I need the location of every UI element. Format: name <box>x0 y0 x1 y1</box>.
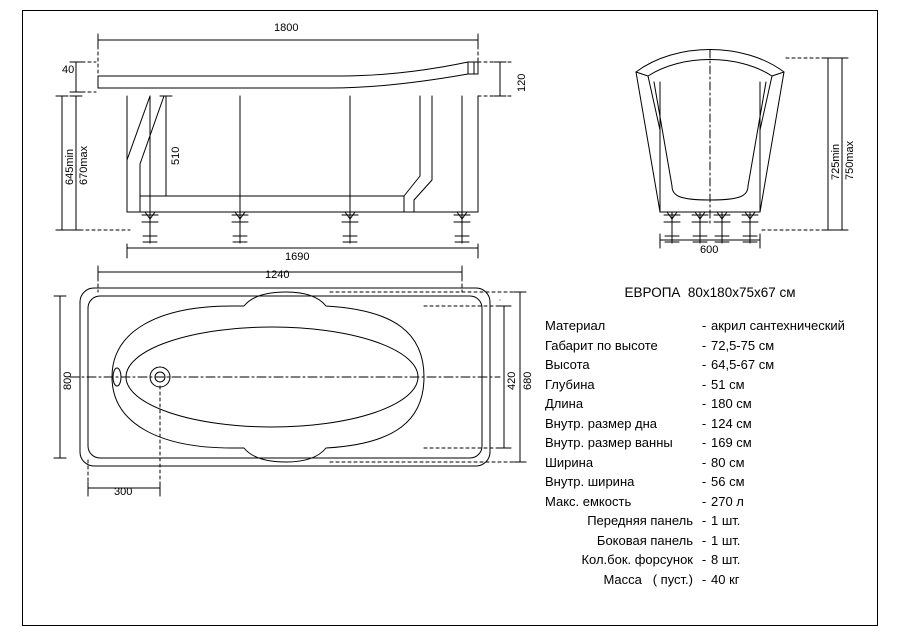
spec-value: 8 шт. <box>711 552 741 567</box>
spec-value: 40 кг <box>711 571 740 587</box>
spec-row <box>545 570 875 590</box>
spec-value: 124 см <box>711 415 752 431</box>
spec-label: Высота <box>545 357 590 372</box>
dim-side-depth: 510 <box>170 146 182 165</box>
dim-top-drain-offset: 300 <box>114 486 133 498</box>
spec-value: акрил сантехнический <box>711 318 845 333</box>
dim-side-rim: 40 <box>62 64 75 76</box>
spec-row <box>545 414 875 434</box>
spec-row <box>545 394 875 414</box>
spec-row <box>545 453 875 473</box>
dim-end-height-max: 750max <box>844 140 856 180</box>
spec-dash: - <box>701 415 707 431</box>
spec-row <box>545 316 875 336</box>
dim-side-apron: 120 <box>516 73 528 92</box>
spec-dash: - <box>701 513 707 528</box>
spec-label: Габарит по высоте <box>545 337 658 353</box>
spec-dash: - <box>701 552 707 567</box>
spec-dash: - <box>701 493 707 509</box>
spec-dash: - <box>701 571 707 587</box>
spec-dash: - <box>701 474 707 489</box>
spec-label: Масса ( пуст.) <box>603 571 693 587</box>
spec-row <box>545 492 875 512</box>
dim-side-height-min: 645min <box>64 148 76 185</box>
spec-label: Внутр. размер ванны <box>545 435 673 450</box>
spec-dash: - <box>701 318 707 333</box>
spec-value: 180 см <box>711 396 752 411</box>
dim-side-length: 1800 <box>274 22 299 34</box>
spec-label: Макс. емкость <box>545 493 632 509</box>
spec-value: 270 л <box>711 493 744 509</box>
spec-value: 51 см <box>711 376 745 392</box>
spec-row <box>545 375 875 395</box>
spec-label: Материал <box>545 318 606 333</box>
spec-dash: - <box>701 532 707 548</box>
spec-row <box>545 550 875 570</box>
spec-label: Глубина <box>545 376 595 392</box>
spec-row <box>545 355 875 375</box>
dim-top-inner-length: 1240 <box>265 269 290 281</box>
specification-panel <box>545 285 875 589</box>
spec-dash: - <box>701 376 707 392</box>
spec-label: Длина <box>545 396 584 411</box>
spec-row <box>545 511 875 531</box>
spec-value: 1 шт. <box>711 532 741 548</box>
spec-label: Внутр. ширина <box>545 474 635 489</box>
dim-side-base: 1690 <box>285 251 310 263</box>
spec-dash: - <box>701 337 707 353</box>
spec-label: Кол.бок. форсунок <box>581 552 693 567</box>
dim-top-inner-width: 420 <box>506 371 518 390</box>
spec-value: 72,5-75 см <box>711 337 775 353</box>
spec-value: 80 см <box>711 454 745 470</box>
spec-row <box>545 531 875 551</box>
spec-value: 56 см <box>711 474 745 489</box>
spec-value: 1 шт. <box>711 513 741 528</box>
spec-dash: - <box>701 435 707 450</box>
spec-row <box>545 336 875 356</box>
dim-end-height-min: 725min <box>830 143 842 180</box>
dim-top-width: 800 <box>62 371 74 390</box>
spec-dash: - <box>701 454 707 470</box>
spec-dash: - <box>701 396 707 411</box>
spec-row <box>545 472 875 492</box>
spec-label: Передняя панель <box>587 513 693 528</box>
spec-dash: - <box>701 357 707 372</box>
spec-label: Ширина <box>545 454 594 470</box>
spec-value: 169 см <box>711 435 752 450</box>
dim-end-width: 600 <box>700 244 719 256</box>
spec-label: Боковая панель <box>596 532 693 548</box>
spec-row <box>545 433 875 453</box>
dim-side-height-max: 670max <box>78 145 90 185</box>
spec-value: 64,5-67 см <box>711 357 775 372</box>
spec-label: Внутр. размер дна <box>545 415 658 431</box>
dim-top-outer-width: 680 <box>522 371 534 390</box>
spec-title: ЕВРОПА 80x180x75x67 см <box>624 285 796 300</box>
